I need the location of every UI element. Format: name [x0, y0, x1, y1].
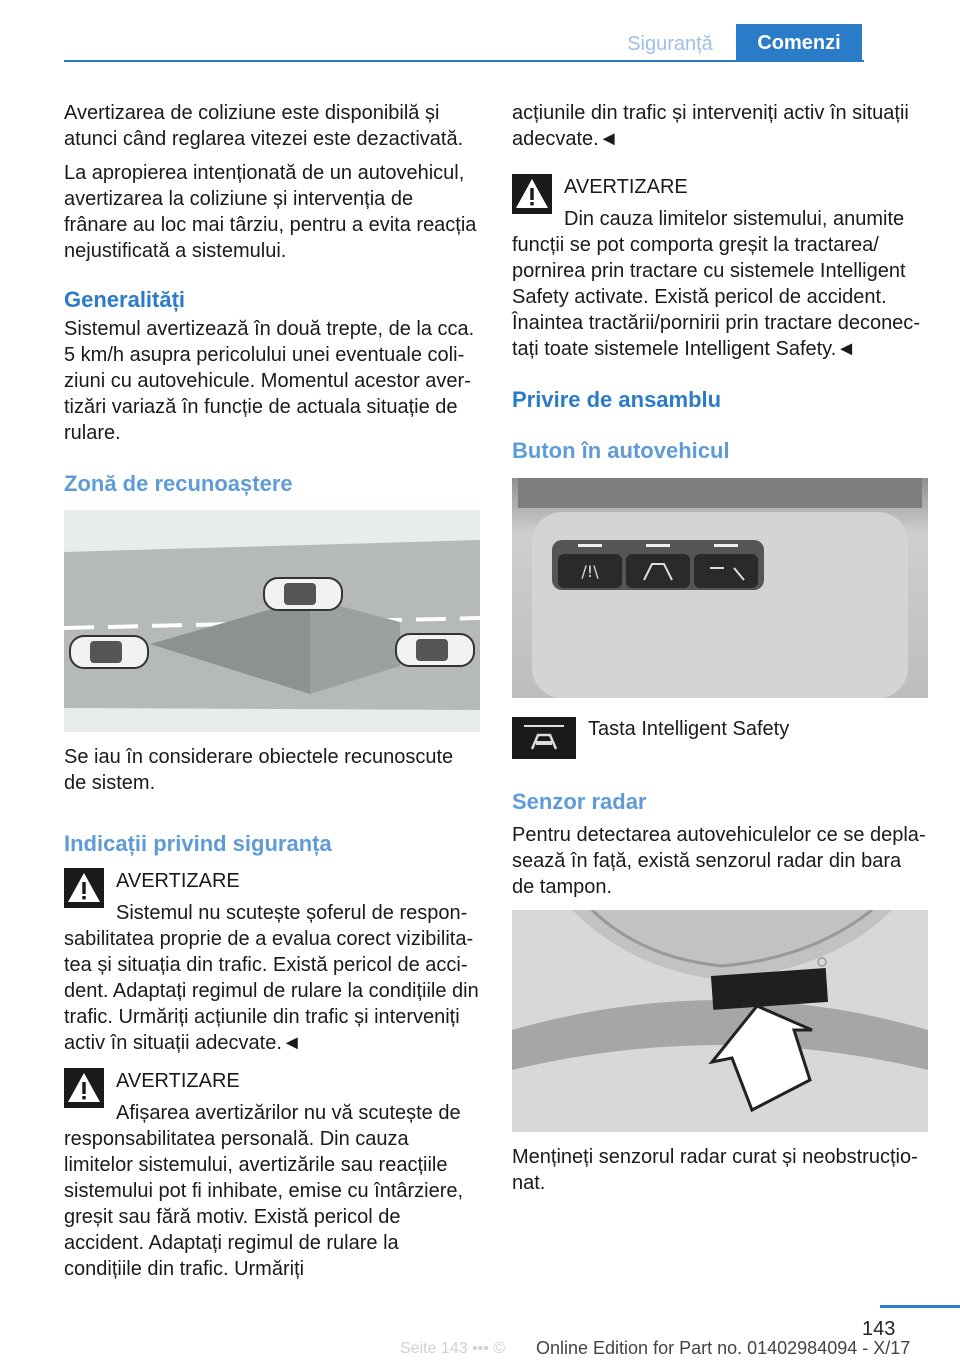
caption-intelligent-safety: Tasta Intelligent Safety — [588, 718, 790, 740]
svg-text:/!\: /!\ — [581, 562, 599, 581]
heading-overview: Privire de ansamblu — [512, 387, 722, 412]
warning-1-title: AVERTIZARE — [116, 870, 240, 892]
header-rule — [64, 60, 864, 62]
paragraph-continuation: acțiunile din trafic și interveniți activ în situații adecvate.◄ — [512, 102, 909, 150]
paragraph-radar: Pentru detectarea autovehiculelor ce se deplasează în față, există senzorul radar din bara de tampon. — [512, 824, 926, 898]
heading-recognition-zone: Zonă de recunoaștere — [64, 471, 293, 496]
radar-sensor-photo — [512, 910, 928, 1132]
recognition-zone-diagram — [64, 510, 480, 732]
car-right-icon — [396, 634, 474, 666]
heading-button-in-vehicle: Buton în autovehicul — [512, 438, 730, 463]
page-number: 143 — [862, 1318, 896, 1340]
button-panel-photo — [512, 478, 928, 698]
car-left-icon — [70, 636, 148, 668]
paragraph-general: Sistemul avertizează în două trepte, de la cca. 5 km/h asupra pericolului unei eventuale coliziuni cu autovehicule. Momentul acestor avertizări variază în funcție de actuala situație de rulare. — [64, 318, 475, 444]
heading-safety: Indicații privind siguranța — [64, 831, 332, 856]
edition-info: Online Edition for Part no. 01402984094 - X/17 — [536, 1338, 911, 1358]
warning-3-body: Din cauza limitelor sistemului, anumite funcții se pot comporta greșit la tractarea/ pornirea prin tractare cu sistemele Intelligent Safety activate. Există pericol de accident. Înaintea tractării/pornirii prin tractare deconectați toate sistemele Intelligent Safety.◄ — [512, 208, 920, 360]
warning-block-3 — [512, 174, 928, 362]
warning-icon — [64, 1068, 104, 1108]
footer-rule — [880, 1305, 960, 1308]
watermark: Seite 143 ••• © — [400, 1340, 506, 1357]
warning-icon — [512, 174, 552, 214]
tab-comenzi[interactable]: Comenzi — [736, 24, 862, 62]
warning-block-2 — [64, 1068, 480, 1282]
heading-general: Generalități — [64, 287, 186, 312]
paragraph-keep-clean: Mențineți senzorul radar curat și neobstrucționat. — [512, 1146, 918, 1194]
recognition-zone-figure — [64, 510, 480, 732]
warning-3-title: AVERTIZARE — [564, 176, 688, 198]
warning-2-title: AVERTIZARE — [116, 1070, 240, 1092]
car-top-icon — [264, 578, 342, 610]
intelligent-safety-key-icon — [512, 717, 576, 759]
paragraph-approach: La apropierea intenționată de un autovehicul, avertizarea la coliziune și intervenția de frânare au loc mai târziu, pentru a evita reacția nejustificată a sistemului. — [64, 162, 477, 262]
heading-radar-sensor: Senzor radar — [512, 789, 647, 814]
paragraph-availability: Avertizarea de coliziune este disponibilă și atunci când reglarea vitezei este dezactivată. — [64, 102, 464, 150]
tab-siguranta[interactable]: Siguranță — [627, 33, 713, 55]
warning-1-body: Sistemul nu scutește șoferul de responsabilitatea proprie de a evalua corect vizibilitatea și situația din trafic. Există pericol de accident. Adaptați regimul de rulare la condițiile din trafic. Urmăriți acțiunile din trafic și interveniți activ în situații adecvate.◄ — [64, 902, 479, 1054]
warning-icon — [64, 868, 104, 908]
paragraph-objects: Se iau în considerare obiectele recunoscute de sistem. — [64, 746, 454, 794]
warning-2-body: Afișarea avertizărilor nu vă scutește de responsabilitatea personală. Din cauza limitelor sistemului, avertizările sau reacțiile sistemului pot fi inhibate, emise cu întârziere, greșit sau fără motiv. Există pericol de accident. Adaptați regimul de rulare la condițiile din trafic. Urmăriți — [64, 1102, 464, 1280]
warning-block-1 — [64, 868, 480, 1056]
